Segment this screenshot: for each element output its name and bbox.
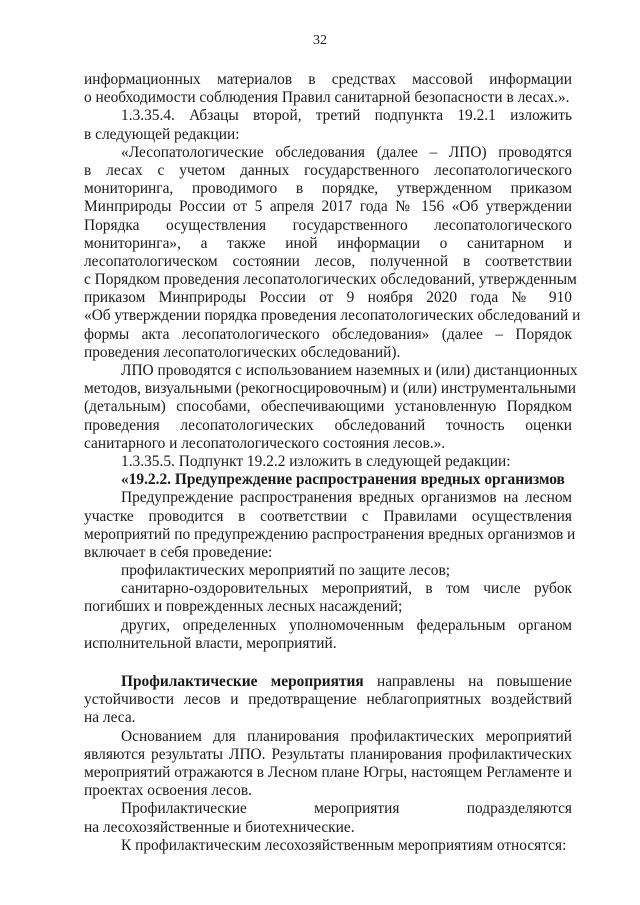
text-line: на леса.	[84, 709, 136, 727]
bold-term: Профилактические мероприятия	[121, 673, 364, 690]
text-line: с Порядком проведения лесопатологических обследований, утвержденным	[84, 271, 577, 289]
text-line: Порядка осуществления государственного лесопатологического	[84, 216, 572, 234]
text-line: исполнительной власти, мероприятий.	[84, 634, 337, 652]
text-line: Профилактические мероприятия подразделяются	[121, 800, 572, 818]
text-line: методов, визуальными (рекогносцировочным) и (или) инструментальными	[84, 380, 576, 398]
text-line: мероприятий отражаются в Лесном плане Югры, настоящем Регламенте и	[84, 763, 572, 781]
text-line: приказом Минприроды России от 9 ноября 2020 года № 910	[84, 289, 572, 307]
text-line: 1.3.35.4. Абзацы второй, третий подпункта 19.2.1 изложить	[121, 107, 572, 125]
text-line: других, определенных уполномоченным федеральным органом	[121, 616, 572, 634]
text-line: лесопатологическом состоянии лесов, полученной в соответствии	[84, 252, 572, 270]
text-line: Профилактические мероприятия направлены на повышение	[121, 673, 572, 690]
text-line: ЛПО проводятся с использованием наземных и (или) дистанционных	[121, 362, 578, 379]
text-line: Основанием для планирования профилактических мероприятий	[121, 727, 572, 745]
paragraph-gap	[84, 653, 572, 673]
text-line: мониторинга, проводимого в порядке, утвержденном приказом	[84, 180, 572, 198]
text-line: информационных материалов в средствах массовой информации	[84, 71, 572, 88]
section-heading-line: «19.2.2. Предупреждение распространения вредных организмов	[121, 471, 565, 489]
text-line: проектах освоения лесов.	[84, 782, 252, 800]
text-line: Минприроды России от 5 апреля 2017 года № 156 «Об утверждении	[84, 198, 572, 216]
text-line: погибших и поврежденных лесных насаждений;	[84, 598, 403, 616]
text-line: включает в себя проведение:	[84, 543, 273, 561]
text-line: «Лесопатологические обследования (далее – ЛПО) проводятся	[121, 143, 572, 161]
text-line: «Об утверждении порядка проведения лесопатологических обследований и	[84, 307, 581, 325]
text-line: санитарно-оздоровительных мероприятий, в том числе рубок	[121, 580, 572, 598]
text-line: о необходимости соблюдения Правил санитарной безопасности в лесах.».	[84, 89, 570, 107]
text-line: на лесохозяйственные и биотехнические.	[84, 818, 355, 836]
text-line: профилактических мероприятий по защите лесов;	[121, 562, 451, 580]
text-line: санитарного и лесопатологического состояния лесов.».	[84, 434, 446, 452]
text-line: (детальным) способами, обеспечивающими установленную Порядком	[84, 398, 572, 416]
page-number: 32	[313, 33, 327, 48]
text-line: проведения лесопатологических обследований точность оценки	[84, 416, 572, 434]
text-line: участке проводится в соответствии с Правилами осуществления	[84, 507, 572, 525]
text-line: Предупреждение распространения вредных организмов на лесном	[121, 489, 572, 507]
text-line: мероприятий по предупреждению распространения вредных организмов и	[84, 525, 576, 543]
text-line: проведения лесопатологических обследований).	[84, 343, 401, 361]
text-line: формы акта лесопатологического обследования» (далее – Порядок	[84, 325, 572, 343]
text-line: в лесах с учетом данных государственного лесопатологического	[84, 161, 572, 179]
text-line: устойчивости лесов и предотвращение неблагоприятных воздействий	[84, 691, 572, 709]
text-line: в следующей редакции:	[84, 125, 240, 143]
document-body	[84, 71, 581, 855]
text-line: являются результаты ЛПО. Результаты планирования профилактических	[84, 745, 572, 763]
text-line: мониторинга», а также иной информации о санитарном и	[84, 234, 572, 252]
text-line: К профилактическим лесохозяйственным мероприятиям относятся:	[121, 836, 567, 854]
text-line: 1.3.35.5. Подпункт 19.2.2 изложить в следующей редакции:	[121, 452, 511, 470]
